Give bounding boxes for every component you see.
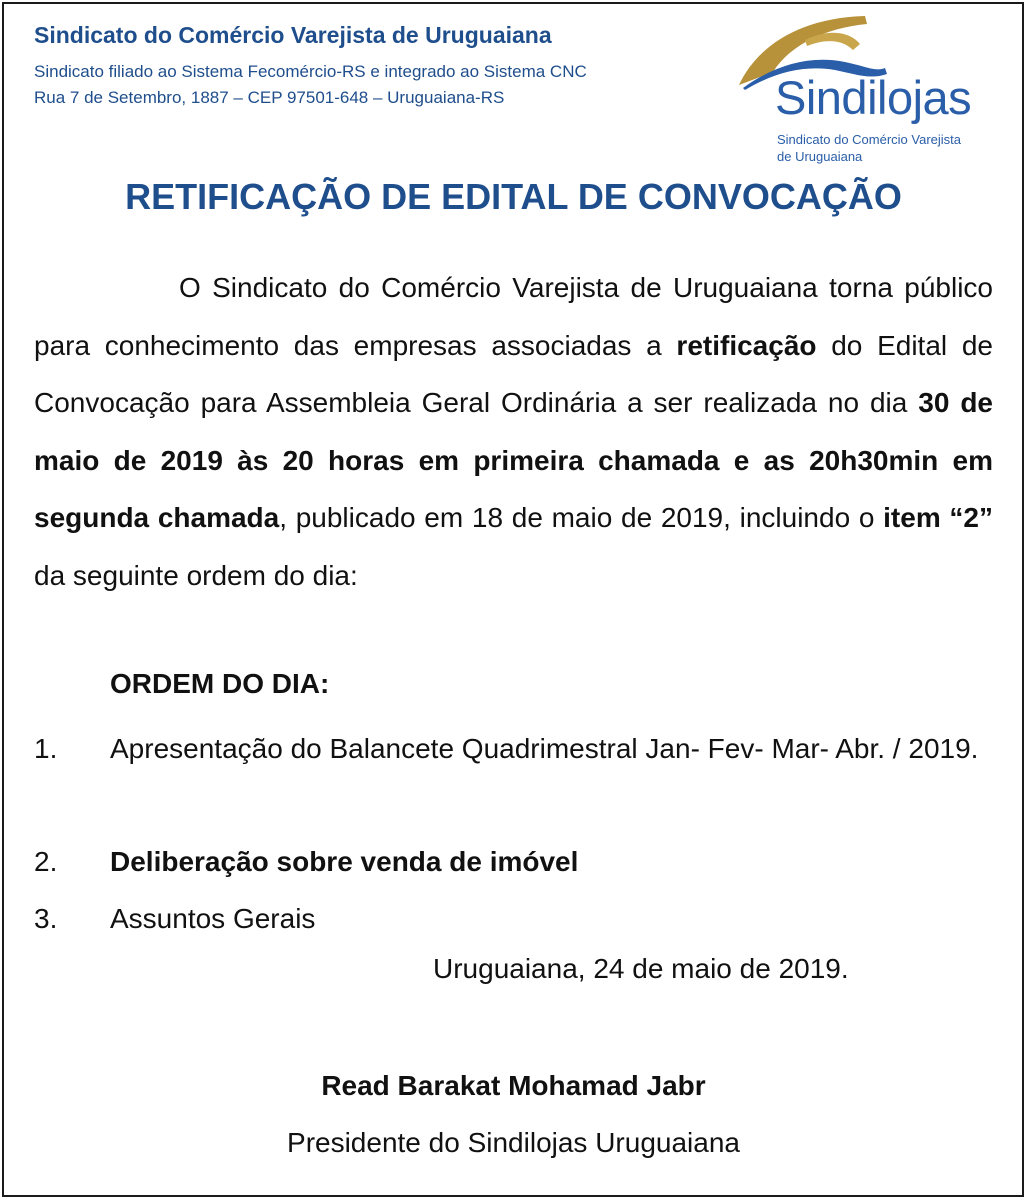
notice-paragraph bbox=[34, 259, 993, 604]
agenda-heading: ORDEM DO DIA: bbox=[110, 668, 330, 699]
signatory-name: Read Barakat Mohamad Jabr bbox=[321, 1070, 706, 1101]
paragraph-bold-retificacao: retificação bbox=[676, 329, 817, 361]
place-date: Uruguaiana, 24 de maio de 2019. bbox=[433, 953, 849, 984]
signatory-role: Presidente do Sindilojas Uruguaiana bbox=[287, 1127, 740, 1158]
agenda-item-number: 1. bbox=[34, 733, 58, 764]
paragraph-bold-date: 30 de maio de 2019 às 20 horas em primeira chamada e as 20h30min em segunda chamada bbox=[34, 387, 993, 533]
agenda-item bbox=[34, 720, 993, 777]
agenda-item bbox=[34, 833, 993, 890]
paragraph-text-4: da seguinte ordem do dia: bbox=[34, 559, 358, 591]
org-address: Rua 7 de Setembro, 1887 – CEP 97501-648 – Uruguaiana-RS bbox=[34, 88, 505, 107]
sindilojas-logo bbox=[735, 10, 1020, 170]
logo-wordmark: Sindilojas bbox=[775, 71, 972, 124]
agenda-item-number: 2. bbox=[34, 846, 58, 877]
paragraph-text-3: , publicado em 18 de maio de 2019, incluindo o bbox=[279, 502, 875, 533]
paragraph-bold-item: item “2” bbox=[883, 502, 993, 533]
org-affiliation: Sindicato filiado ao Sistema Fecomércio-RS e integrado ao Sistema CNC bbox=[34, 62, 587, 81]
org-name: Sindicato do Comércio Varejista de Uruguaiana bbox=[34, 22, 552, 48]
agenda-item-text: Assuntos Gerais bbox=[110, 903, 316, 934]
logo-subtitle bbox=[777, 131, 961, 165]
agenda-item-number: 3. bbox=[34, 903, 58, 934]
logo-subtitle-line1: Sindicato do Comércio Varejista bbox=[777, 132, 962, 147]
paragraph-text-2: do Edital de Convocação para Assembleia Geral Ordinária a ser realizada no dia bbox=[34, 329, 993, 418]
paragraph-text-1: O Sindicato do Comércio Varejista de Uruguaiana torna público para conhecimento das empresas associadas a bbox=[34, 272, 993, 361]
agenda-item-text: Deliberação sobre venda de imóvel bbox=[110, 846, 579, 877]
agenda-item-text: Apresentação do Balancete Quadrimestral Jan- Fev- Mar- Abr. / 2019. bbox=[110, 733, 979, 764]
page-title: RETIFICAÇÃO DE EDITAL DE CONVOCAÇÃO bbox=[125, 176, 902, 217]
logo-subtitle-line2: de Uruguaiana bbox=[777, 149, 863, 164]
agenda-item bbox=[34, 890, 993, 947]
